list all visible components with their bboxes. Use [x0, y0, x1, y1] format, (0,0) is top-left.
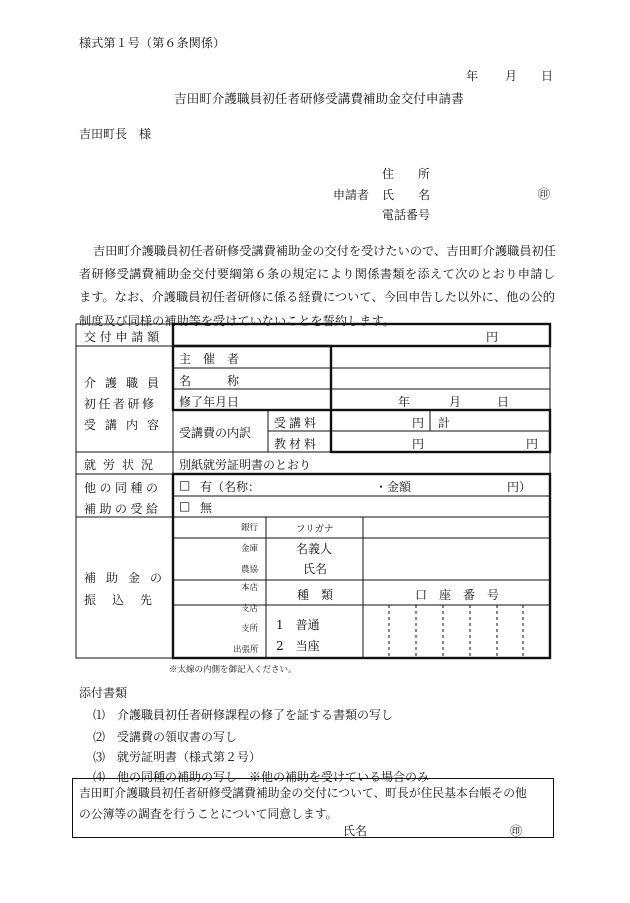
attachment-item: ⑷ 他の同種の補助の写し ※他の補助を受けている場合のみ	[93, 770, 430, 784]
total-yen: 円	[526, 437, 539, 451]
consent-text	[79, 783, 549, 825]
transfer-label	[84, 567, 172, 611]
declaration-line: 制度及び同様の補助等を受けていないことを誓約します。	[79, 313, 395, 328]
completion-year: 年	[398, 395, 411, 409]
account-kind-option: 2 当座	[276, 639, 320, 653]
other-aid-amount-label: ・金額	[375, 480, 412, 494]
address-label: 住 所	[382, 167, 431, 181]
other-aid-no-checkbox[interactable]: □	[179, 499, 191, 513]
amount-label	[84, 328, 166, 345]
bank-type-label: 銀行	[241, 523, 259, 533]
materials-yen: 円	[412, 437, 425, 451]
date-month-label: 月	[505, 69, 518, 83]
form-number: 様式第１号（第６条関係）	[79, 36, 226, 50]
applicant-label: 申請者	[333, 188, 370, 202]
seal-icon: ㊞	[538, 187, 551, 201]
consent-line: 吉田町介護職員初任者研修受講費補助金の交付について、町長が住民基本台帳その他	[79, 786, 527, 800]
course-label	[84, 373, 169, 436]
transfer-label-line: 補助金の	[84, 571, 173, 585]
employment-label: 就労状況	[84, 458, 161, 472]
phone-label: 電話番号	[382, 208, 431, 222]
course-label-line: 受講内容	[84, 418, 169, 432]
course-name-label: 名 称	[179, 374, 240, 388]
account-kind-label: 種 類	[297, 588, 334, 602]
attachment-item: ⑶ 就労証明書（様式第２号）	[93, 750, 262, 764]
tuition-label: 受講料	[274, 416, 320, 430]
amount-yen: 円	[486, 330, 499, 344]
fee-breakdown-label: 受講費の内訳	[179, 426, 252, 440]
branch-type-label: 支店	[241, 604, 259, 614]
employment-value: 別紙就労証明書のとおり	[179, 458, 312, 472]
account-number-label: 口 座 番 号	[415, 588, 500, 602]
consent-seal-icon: ㊞	[510, 824, 523, 838]
branch-type-label: 支所	[241, 624, 259, 634]
transfer-label-line: 振込先	[84, 593, 169, 607]
course-label-line: 介護職員	[84, 376, 169, 390]
completion-date-label: 修了年月日	[179, 395, 240, 409]
other-aid-yen: 円）	[507, 480, 532, 494]
footnote: ※太線の内側を御記入ください。	[169, 665, 297, 675]
branch-type-label: 本店	[241, 583, 259, 593]
date-day-label: 日	[541, 69, 554, 83]
completion-day: 日	[497, 395, 510, 409]
attachments-heading: 添付書類	[79, 686, 128, 700]
course-label-line: 初任者研修	[84, 397, 157, 411]
account-kind-option: 1 普通	[276, 618, 320, 632]
name-label: 氏 名	[382, 188, 431, 202]
date-year-label: 年	[466, 69, 479, 83]
addressee: 吉田町長 様	[79, 127, 152, 141]
completion-month: 月	[449, 395, 462, 409]
page-title: 吉田町介護職員初任者研修受講費補助金交付申請書	[174, 91, 464, 106]
other-aid-yes-label: 有（名称：	[200, 480, 261, 494]
bank-type-label: 農協	[241, 565, 259, 575]
other-aid-label	[84, 478, 162, 520]
total-label: 計	[438, 416, 451, 430]
declaration-line: 者研修受講費補助金交付要綱第６条の規定により関係書類を添えて次のとおり申請し	[79, 267, 555, 282]
attachment-item: ⑵ 受講費の領収書の写し	[93, 730, 238, 744]
other-aid-label-line: 補助の受給	[84, 502, 162, 516]
other-aid-label-line: 他の同種の	[84, 481, 162, 495]
holder-label: 氏名	[303, 562, 328, 576]
other-aid-no-label: 無	[200, 501, 213, 515]
attachment-item: ⑴ 介護職員初任者研修課程の修了を証する書類の写し	[93, 708, 394, 722]
materials-label: 教材料	[274, 437, 320, 451]
amount-label-text: 交付申請額	[84, 330, 164, 344]
consent-line: の公簿等の調査を行うことについて同意します。	[79, 807, 338, 821]
other-aid-yes-checkbox[interactable]: □	[179, 478, 191, 492]
branch-type-label: 出張所	[233, 645, 259, 655]
holder-label: 名義人	[296, 542, 333, 556]
declaration-line: 吉田町介護職員初任者研修受講費補助金の交付を受けたいので、吉田町介護職員初任	[93, 244, 556, 258]
furigana-label: フリガナ	[296, 524, 334, 535]
tuition-yen: 円	[412, 416, 425, 430]
declaration-line: ます。なお、介護職員初任者研修に係る経費について、今回申告した以外に、他の公的	[79, 290, 555, 305]
organizer-label: 主 催 者	[179, 352, 240, 366]
consent-name-label: 氏名	[343, 824, 368, 838]
bank-type-label: 金庫	[241, 544, 259, 554]
